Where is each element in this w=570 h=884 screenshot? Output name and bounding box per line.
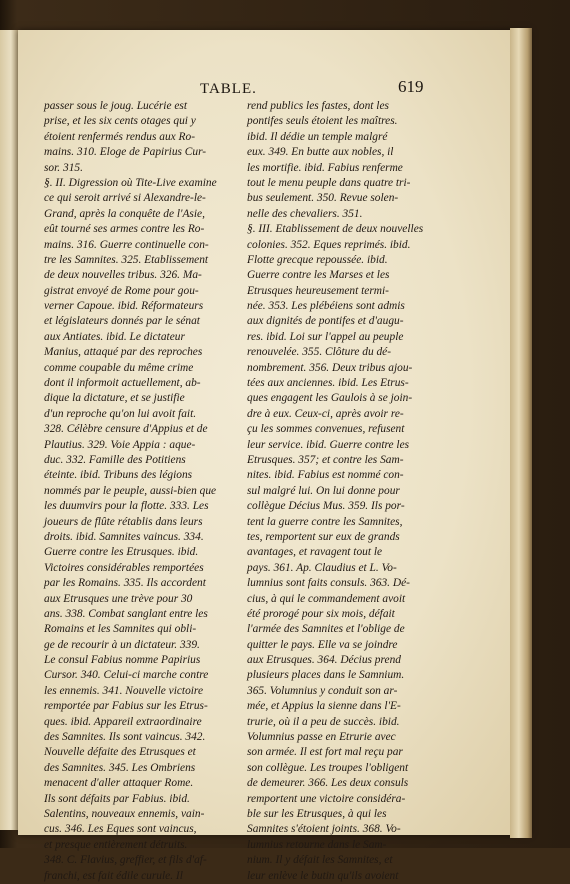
left-column-line: ge de recourir à un dictateur. 339. <box>44 638 200 651</box>
right-column-line: nium. Il y défait les Samnites, et <box>247 854 393 867</box>
left-column-line: tre les Samnites. 325. Etablissement <box>44 253 209 266</box>
right-column-line: dre à eux. Ceux-ci, après avoir re- <box>247 407 404 420</box>
left-column-line: ce qui seroit arrivé si Alexandre-le- <box>44 192 206 205</box>
left-column-line: aux Etrusques une trève pour 30 <box>44 592 193 605</box>
right-column-line: aux dignités de pontifes et d'augu- <box>247 315 404 328</box>
right-column-line: ibid. Il dédie un temple malgré <box>247 130 388 143</box>
right-column-line: Volumnius passe en Etrurie avec <box>247 731 396 744</box>
left-column-line: Salentins, nouveaux ennemis, vain- <box>44 807 205 820</box>
right-column-line: son armée. Il est fort mal reçu par <box>247 746 403 759</box>
right-column-line: remportent une victoire considéra- <box>247 792 406 805</box>
left-column-line: menacent d'aller attaquer Rome. <box>44 777 194 790</box>
right-column-line: nites. ibid. Fabius est nommé con- <box>247 469 404 482</box>
right-column-line: née. 353. Les plébéiens sont admis <box>247 300 405 313</box>
left-column-line: 348. C. Flavius, greffier, et fils d'af- <box>44 854 207 867</box>
left-column-line: sor. 315. <box>44 161 83 174</box>
right-column-line: sul malgré lui. On lui donne pour <box>247 484 400 497</box>
left-text-column <box>44 99 244 884</box>
left-column-line: Grand, après la conquête de l'Asie, <box>44 207 205 220</box>
left-column-line: mains. 316. Guerre continuelle con- <box>44 238 209 251</box>
left-column-line: Guerre contre les Etrusques. ibid. <box>44 546 199 559</box>
right-column-line: trurie, où il a peu de succès. ibid. <box>247 715 400 728</box>
right-column-line: l'armée des Samnites et l'oblige de <box>247 623 405 636</box>
left-column-line: d'un reproche qu'on lui avoit fait. <box>44 407 197 420</box>
left-column-line: de deux nouvelles tribus. 326. Ma- <box>44 269 202 282</box>
left-column-line: §. II. Digression où Tite-Live examine <box>44 176 217 189</box>
left-column-line: gistrat envoyé de Rome pour gou- <box>44 284 199 297</box>
right-text-column <box>247 99 423 884</box>
left-column-line: ques. ibid. Appareil extraordinaire <box>44 715 202 728</box>
left-column-line: et presque entièrement détruits. <box>44 838 188 851</box>
left-column-line: cus. 346. Les Eques sont vaincus, <box>44 823 197 836</box>
right-column-line: bus seulement. 350. Revue solen- <box>247 192 399 205</box>
right-column-line: rend publics les fastes, dont les <box>247 100 389 112</box>
right-column-line: nelle des chevaliers. 351. <box>247 207 363 220</box>
left-column-line: duc. 332. Famille des Potitiens <box>44 453 186 466</box>
right-column-line: été prorogé pour six mois, défait <box>247 607 395 620</box>
right-column-line: les mortifie. ibid. Fabius renferme <box>247 161 403 174</box>
right-column-line: ques engagent les Gaulois à se join- <box>247 392 413 405</box>
left-column-line: Romains et les Samnites qui obli- <box>44 623 197 636</box>
right-column-line: collègue Décius Mus. 359. Ils por- <box>247 500 405 513</box>
right-column-line: nombrement. 356. Deux tribus ajou- <box>247 361 413 374</box>
left-column-line: aux Antiates. ibid. Le dictateur <box>44 330 185 343</box>
left-column-line: remportée par Fabius sur les Etrus- <box>44 700 208 713</box>
right-column-line: eux. 349. En butte aux nobles, il <box>247 146 394 159</box>
left-column-line: des Samnites. Ils sont vaincus. 342. <box>44 731 206 744</box>
right-column-line: aux Etrusques. 364. Décius prend <box>247 654 401 667</box>
left-column-line: dont il informoit actuellement, ab- <box>44 377 201 390</box>
right-column-line: Etrusques heureusement termi- <box>247 284 389 297</box>
right-column-line: ble sur les Etrusques, à qui les <box>247 807 387 820</box>
right-column-line: plusieurs places dans le Samnium. <box>247 669 405 682</box>
left-column-line: eût tourné ses armes contre les Ro- <box>44 223 205 236</box>
left-column-line: Nouvelle défaite des Etrusques et <box>44 746 196 759</box>
facing-page-edge <box>0 30 18 830</box>
right-column-line: Samnites s'étoient joints. 368. Vo- <box>247 823 401 836</box>
left-column-line: Le consul Fabius nomme Papirius <box>44 654 201 667</box>
right-column-line: mée, et Appius la sienne dans l'E- <box>247 700 401 713</box>
left-column-line: Ils sont défaits par Fabius. ibid. <box>44 792 190 805</box>
left-column-line: ans. 338. Combat sanglant entre les <box>44 607 208 620</box>
left-column-line: comme coupable du même crime <box>44 361 194 374</box>
page-stack-edge <box>510 28 532 838</box>
left-column-line: étoient renfermés rendus aux Ro- <box>44 130 195 143</box>
right-column-line: leur enlève le butin qu'ils avoient <box>247 869 399 882</box>
right-column-line: cius, à qui le commandement avoit <box>247 592 406 605</box>
right-column-line: lumnius retourne dans le Sam- <box>247 838 387 851</box>
left-column-line: Victoires considérables remportées <box>44 561 204 574</box>
right-column-line: tées aux anciennes. ibid. Les Etrus- <box>247 377 409 390</box>
right-column-line: leur service. ibid. Guerre contre les <box>247 438 410 451</box>
left-column-line: passer sous le joug. Lucérie est <box>44 100 188 112</box>
left-column-line: les duumvirs pour la flotte. 333. Les <box>44 500 209 513</box>
right-column-line: pontifes seuls étoient les maîtres. <box>247 115 398 128</box>
right-column-line: Etrusques. 357; et contre les Sam- <box>247 453 404 466</box>
left-column-line: Cursor. 340. Celui-ci marche contre <box>44 669 209 682</box>
right-column-line: lumnius sont faits consuls. 363. Dé- <box>247 577 410 590</box>
right-column-line: quitter le pays. Elle va se joindre <box>247 638 398 651</box>
right-column-line: çu les sommes convenues, refusent <box>247 423 405 436</box>
right-column-line: colonies. 352. Eques reprimés. ibid. <box>247 238 411 251</box>
running-header-title: TABLE. <box>200 81 257 97</box>
left-column-line: des Samnites. 345. Les Ombriens <box>44 761 196 774</box>
right-column-line: renouvelée. 355. Clôture du dé- <box>247 346 392 359</box>
left-column-line: verner Capoue. ibid. Réformateurs <box>44 300 204 313</box>
left-column-line: droits. ibid. Samnites vaincus. 334. <box>44 530 204 543</box>
left-column-line: prise, et les six cents otages qui y <box>44 115 196 128</box>
right-column-line: avantages, et ravagent tout le <box>247 546 383 559</box>
left-column-line: les ennemis. 341. Nouvelle victoire <box>44 684 204 697</box>
left-column-line: franchi, est fait édile curule. Il <box>44 869 183 882</box>
left-column-line: joueurs de flûte rétablis dans leurs <box>44 515 203 528</box>
left-column-line: éteinte. ibid. Tribuns des légions <box>44 469 193 482</box>
left-column-line: et législateurs donnés par le sénat <box>44 315 200 328</box>
right-column-line: tes, remportent sur eux de grands <box>247 530 400 543</box>
left-column-line: Plautius. 329. Voie Appia : aque- <box>44 438 196 451</box>
left-column-line: par les Romains. 335. Ils accordent <box>44 577 206 590</box>
left-column-line: 328. Célèbre censure d'Appius et de <box>44 423 208 436</box>
right-column-line: res. ibid. Loi sur l'appel au peuple <box>247 330 404 343</box>
right-column-line: Guerre contre les Marses et les <box>247 269 390 282</box>
right-column-line: de demeurer. 366. Les deux consuls <box>247 777 409 790</box>
right-column-line: tent la guerre contre les Samnites, <box>247 515 403 528</box>
right-column-line: 365. Volumnius y conduit son ar- <box>247 684 398 697</box>
page-number: 619 <box>398 77 424 96</box>
right-column-line: Flotte grecque repoussée. ibid. <box>247 253 388 266</box>
left-column-line: dique la dictature, et se justifie <box>44 392 185 405</box>
right-column-line: tout le menu peuple dans quatre tri- <box>247 176 411 189</box>
left-column-line: Manius, attaqué par des reproches <box>44 346 203 359</box>
left-column-line: nommés par le peuple, aussi-bien que <box>44 484 217 497</box>
left-column-line: mains. 310. Eloge de Papirius Cur- <box>44 146 207 159</box>
right-column-line: son collègue. Les troupes l'obligent <box>247 761 409 774</box>
right-column-line: pays. 361. Ap. Claudius et L. Vo- <box>247 561 397 574</box>
right-column-line: §. III. Etablissement de deux nouvelles <box>247 223 424 236</box>
